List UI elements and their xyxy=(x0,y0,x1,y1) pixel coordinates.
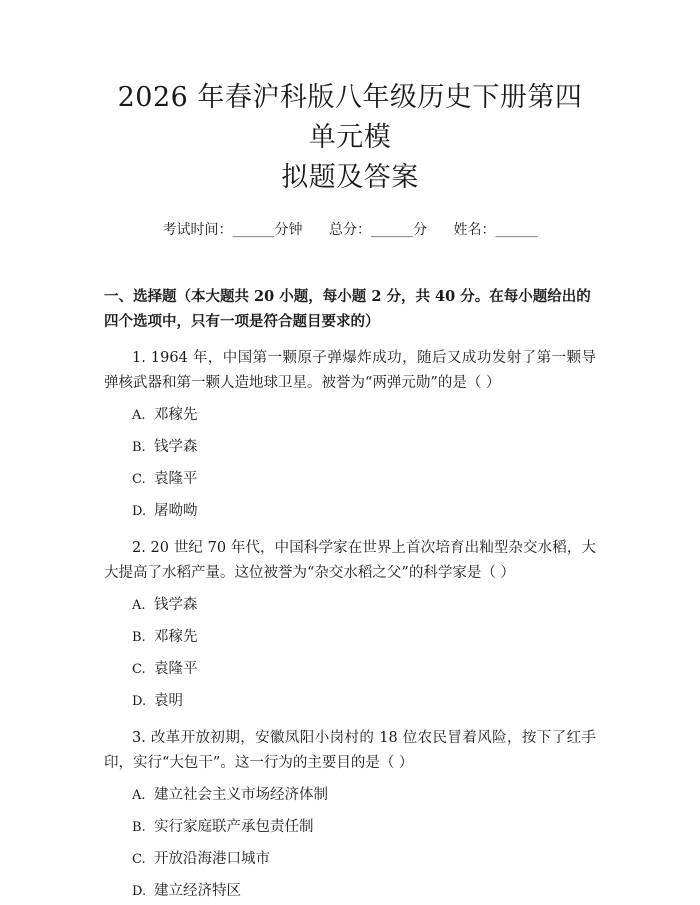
title-line-1: 2026 年春沪科版八年级历史下册第四单元模 xyxy=(117,82,583,153)
question-3 xyxy=(104,726,596,904)
option-letter: B. xyxy=(132,820,146,835)
option-c xyxy=(104,657,596,682)
option-letter: D. xyxy=(132,694,147,709)
option-text: 实行家庭联产承包责任制 xyxy=(154,819,314,835)
option-b xyxy=(104,625,596,650)
option-list xyxy=(104,403,596,524)
option-text: 邓稼先 xyxy=(154,629,198,645)
option-text: 袁隆平 xyxy=(154,471,198,487)
option-a xyxy=(104,403,596,428)
option-d xyxy=(104,879,596,904)
question-stem: 3. 改革开放初期，安徽凤阳小岗村的 18 位农民冒着风险，按下了红手印，实行“大包干”。这一行为的主要目的是（ ） xyxy=(104,730,596,771)
option-c xyxy=(104,847,596,872)
student-name: 姓名：______ xyxy=(453,222,538,238)
option-text: 建立经济特区 xyxy=(154,883,241,899)
option-b xyxy=(104,435,596,460)
option-d xyxy=(104,499,596,524)
question-stem: 2. 20 世纪 70 年代，中国科学家在世界上首次培育出籼型杂交水稻，大大提高了水稻产量。这位被誉为“杂交水稻之父”的科学家是（ ） xyxy=(104,540,596,581)
option-letter: A. xyxy=(132,788,146,803)
option-c xyxy=(104,467,596,492)
option-letter: A. xyxy=(132,408,146,423)
section-heading: 一、选择题（本大题共 20 小题，每小题 2 分，共 40 分。在每小题给出的四个选项中，只有一项是符合题目要求的） xyxy=(104,288,591,330)
option-text: 屠呦呦 xyxy=(154,503,198,519)
question-list xyxy=(104,346,596,904)
exam-time: 考试时间：______分钟 xyxy=(162,222,303,238)
option-d xyxy=(104,689,596,714)
document-title xyxy=(104,0,596,198)
option-a xyxy=(104,783,596,808)
option-text: 建立社会主义市场经济体制 xyxy=(154,787,328,803)
option-text: 开放沿海港口城市 xyxy=(154,851,270,867)
option-letter: C. xyxy=(132,852,146,867)
option-text: 邓稼先 xyxy=(154,407,198,423)
option-list xyxy=(104,593,596,714)
question-1 xyxy=(104,346,596,524)
option-b xyxy=(104,815,596,840)
option-letter: B. xyxy=(132,440,146,455)
option-a xyxy=(104,593,596,618)
question-2 xyxy=(104,536,596,714)
option-text: 钱学森 xyxy=(154,597,198,613)
option-letter: D. xyxy=(132,884,147,899)
option-list xyxy=(104,783,596,904)
option-letter: A. xyxy=(132,598,146,613)
option-letter: B. xyxy=(132,630,146,645)
exam-score: 总分：______分 xyxy=(329,222,427,238)
option-text: 袁明 xyxy=(154,693,183,709)
option-letter: C. xyxy=(132,472,146,487)
exam-meta xyxy=(104,220,596,240)
title-line-2: 拟题及答案 xyxy=(281,162,419,193)
option-letter: C. xyxy=(132,662,146,677)
question-stem: 1. 1964 年，中国第一颗原子弹爆炸成功，随后又成功发射了第一颗导弹核武器和第一颗人造地球卫星。被誉为“两弹元勋”的是（ ） xyxy=(104,350,596,391)
option-text: 袁隆平 xyxy=(154,661,198,677)
option-text: 钱学森 xyxy=(154,439,198,455)
option-letter: D. xyxy=(132,504,147,519)
